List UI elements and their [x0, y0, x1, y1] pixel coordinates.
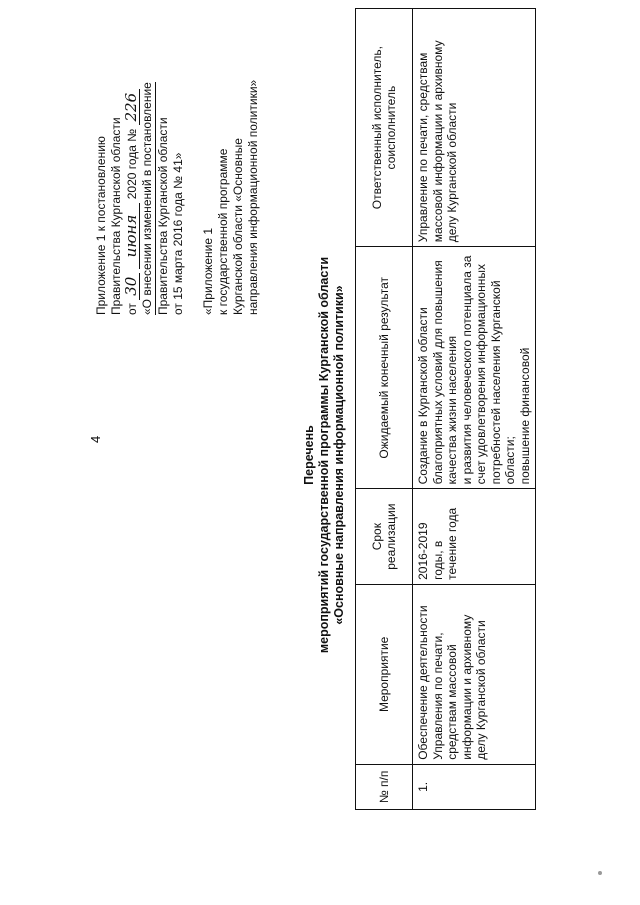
header-activity: Мероприятие: [356, 584, 413, 764]
activities-table: [355, 8, 536, 810]
appendix-line-4: «О внесении изменений в постановление: [140, 82, 154, 315]
spacer: [186, 15, 201, 315]
table-row: [413, 9, 536, 810]
cell-term: 2016-2019 годы, в течение года: [413, 489, 536, 584]
appendix-sub-2: к государственной программе: [216, 148, 230, 315]
scan-speck: [598, 871, 602, 875]
appendix-sub-3: Курганской области «Основные: [231, 138, 245, 315]
page-number: 4: [88, 435, 103, 443]
title-line-2: мероприятий государственной программы Курганской области: [317, 256, 331, 654]
table-header-row: [356, 9, 413, 810]
result-part-2: и развития человеческого потенциала за счет удовлетворения информационных потребностей населения Курганской области;: [459, 255, 517, 485]
result-part-1: Создание в Курганской области благоприятных условий для повышения качества жизни населения: [416, 260, 459, 485]
appendix-sub-1: «Приложение 1: [201, 227, 215, 315]
document-title: [302, 245, 347, 665]
appendix-sub-4: направления информационной политики»: [246, 79, 260, 315]
title-line-1: Перечень: [302, 425, 316, 485]
appendix-line-6: от 15 марта 2016 года № 41»: [171, 152, 185, 315]
date-year: 2020 года №: [125, 128, 139, 200]
header-executor: Ответственный исполнитель, соисполнитель: [356, 9, 413, 247]
cell-executor: Управление по печати, средствам массовой информации и архивному делу Курганской области: [413, 9, 536, 247]
header-num: № п/п: [356, 764, 413, 809]
date-prefix: от: [125, 303, 139, 315]
appendix-date-line: [124, 15, 140, 315]
cell-result: [413, 247, 536, 489]
header-term: Срок реализации: [356, 489, 413, 584]
result-part-3: повышение финансовой: [517, 347, 532, 485]
appendix-line-1: Приложение 1 к постановлению: [94, 136, 108, 315]
appendix-line-2: Правительства Курганской области: [109, 117, 123, 315]
appendix-header: [94, 15, 261, 315]
title-line-3: «Основные направления информационной политики»: [332, 285, 346, 625]
header-result: Ожидаемый конечный результат: [356, 247, 413, 489]
handwritten-month: июня: [124, 203, 140, 270]
handwritten-doc-number: 226: [124, 89, 140, 126]
cell-activity: Обеспечение деятельности Управления по печати, средствам массовой информации и архивному делу Курганской области: [413, 584, 536, 764]
appendix-line-5: Правительства Курганской области: [156, 117, 170, 315]
cell-num: 1.: [413, 764, 536, 809]
handwritten-day: 30: [124, 273, 140, 300]
